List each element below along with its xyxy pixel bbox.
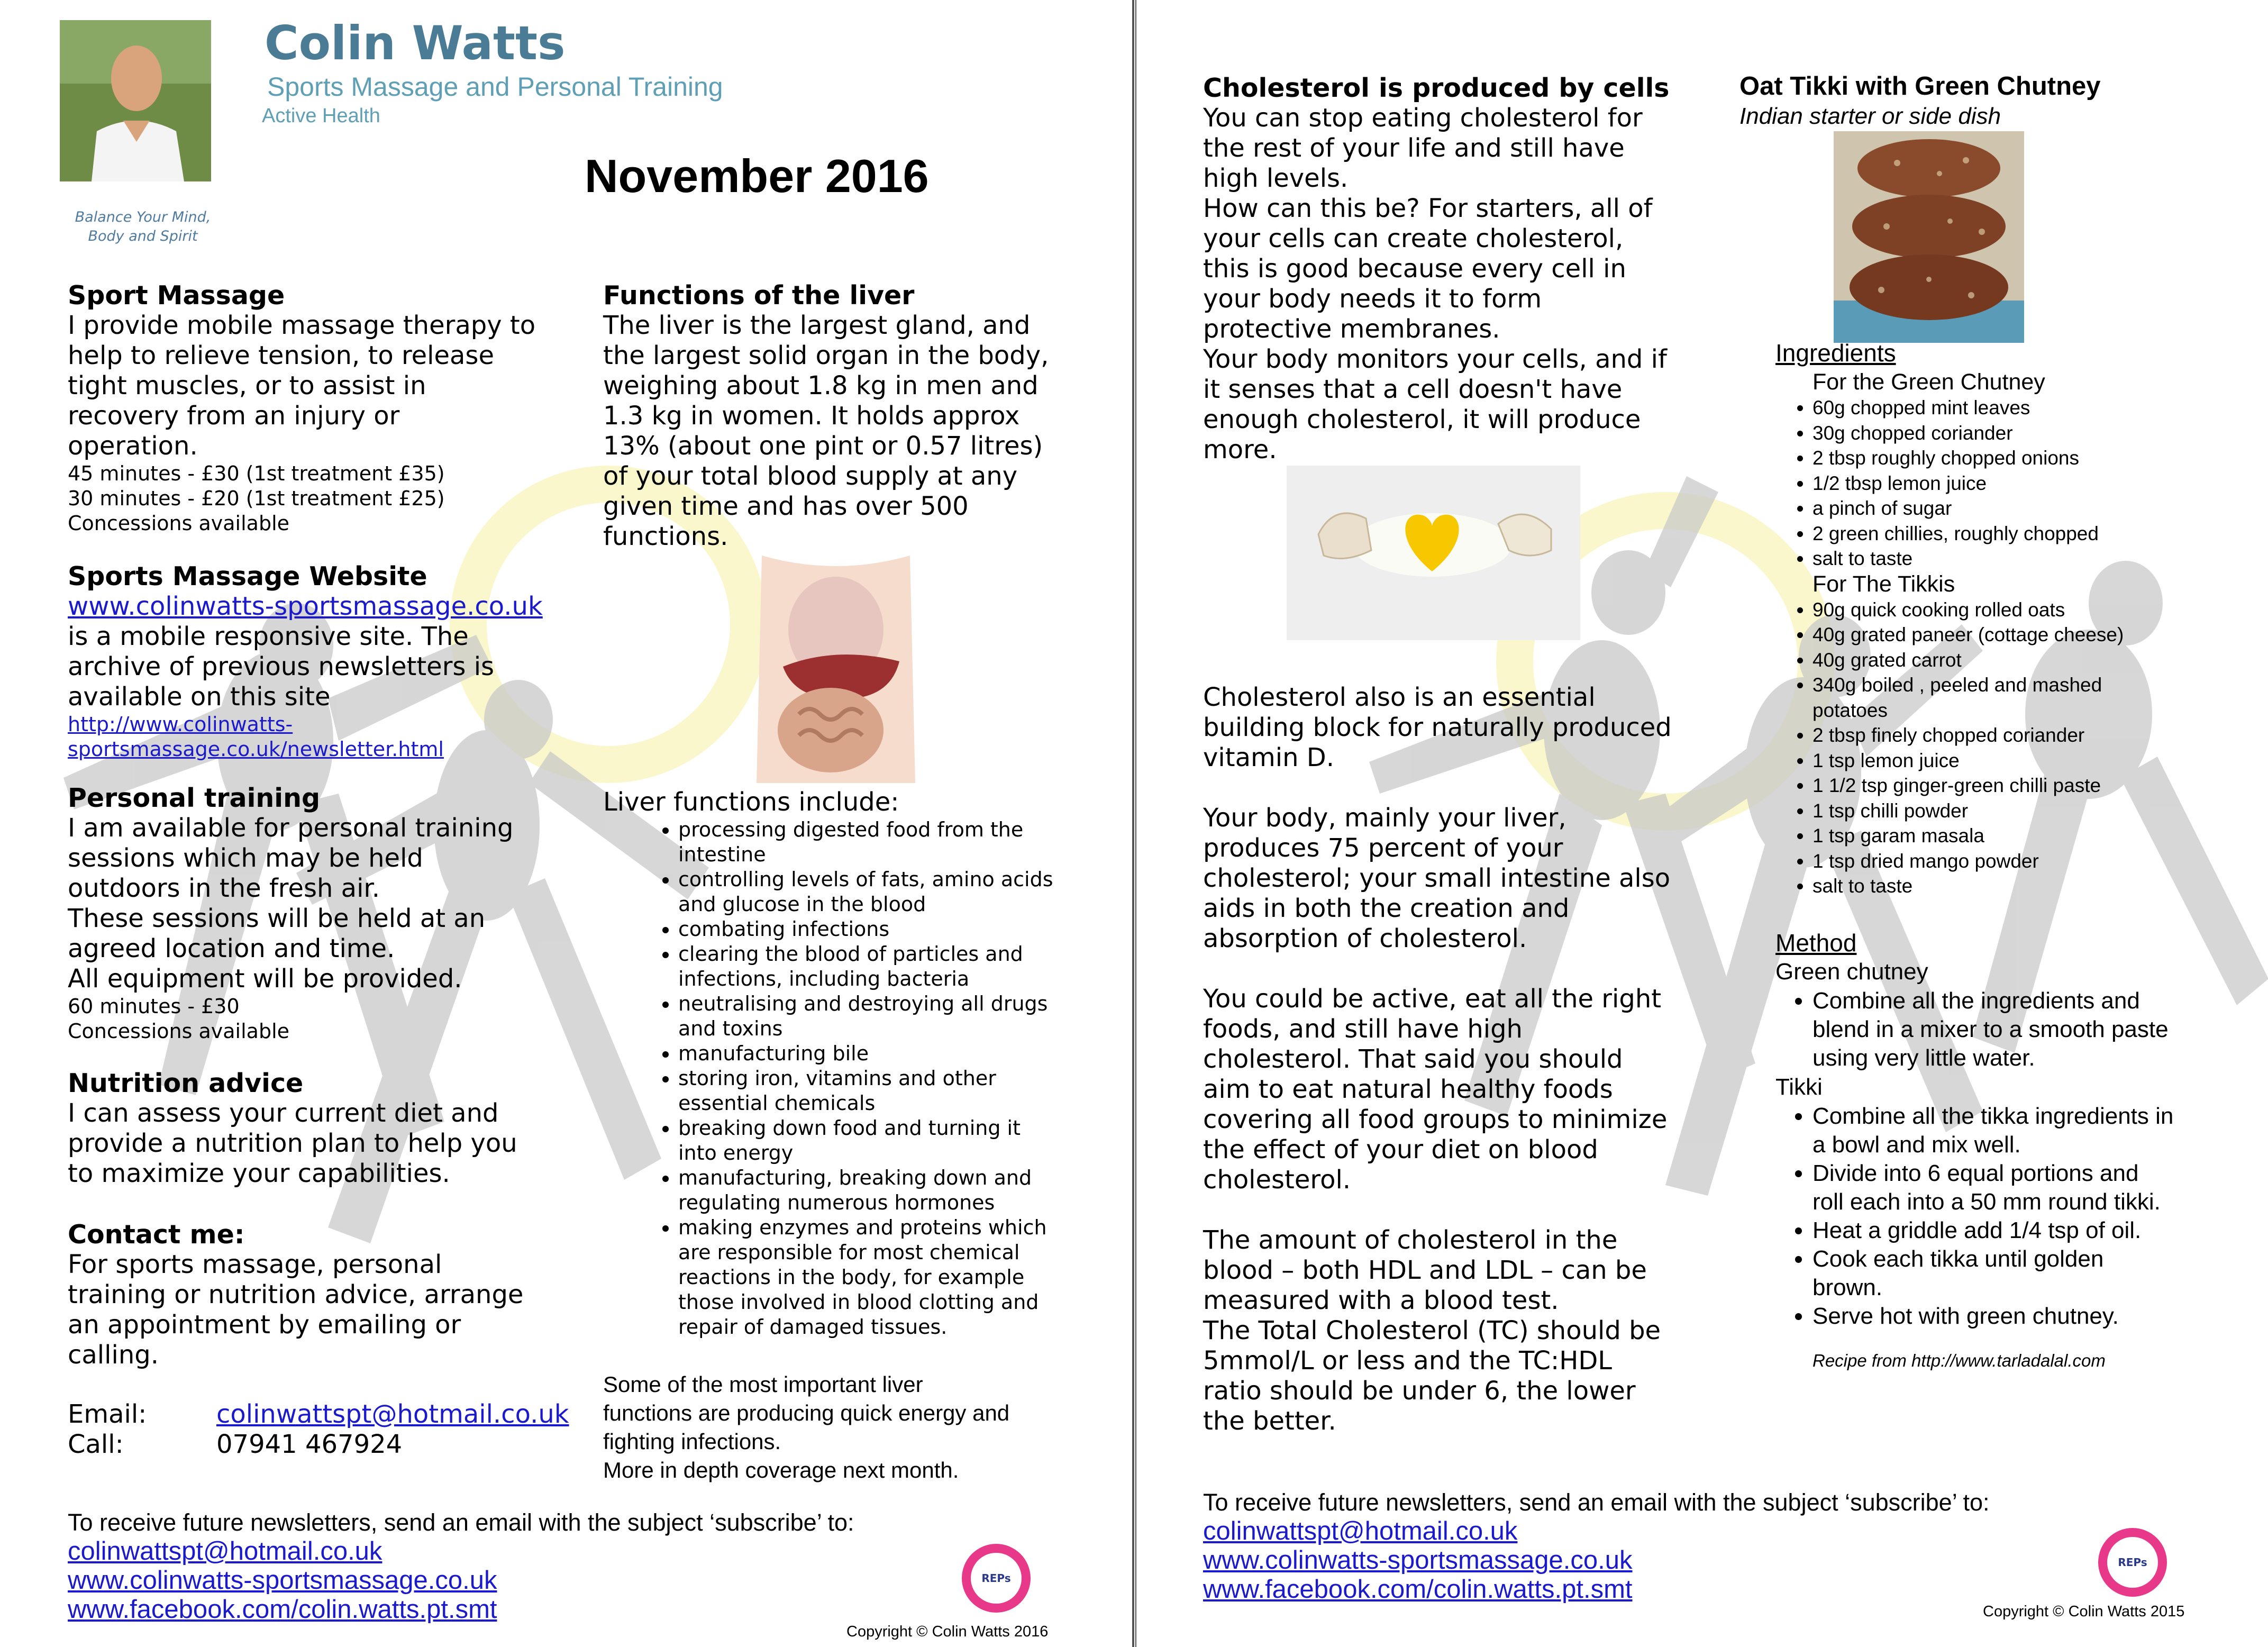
text-line: aids in both the creation and <box>1203 894 1570 923</box>
newsletter-author-name: Colin Watts <box>265 16 566 70</box>
tikki-ingredient-line: • 2 tbsp finely chopped coriander <box>1812 724 2085 746</box>
chutney-ingredient <box>1812 395 2267 421</box>
footer-website-link[interactable]: www.colinwatts-sportsmassage.co.uk <box>68 1566 497 1595</box>
liver-function-item <box>678 1041 1127 1066</box>
text-line: aim to eat natural healthy foods <box>1203 1075 1613 1104</box>
newsletter-subtitle: Sports Massage and Personal Training <box>267 72 723 102</box>
text-line: provide a nutrition plan to help you <box>68 1129 517 1158</box>
text-line: blood – both HDL and LDL – can be <box>1203 1255 1647 1285</box>
method-step <box>1812 987 2267 1072</box>
tikki-ingredient-line: • 1 tsp chilli powder <box>1812 799 1969 822</box>
website-heading: Sports Massage Website <box>68 561 427 592</box>
method-tikki-heading: Tikki <box>1775 1074 1823 1100</box>
text-line: I can assess your current diet and <box>68 1098 499 1128</box>
text-line: You could be active, eat all the right <box>1203 984 1662 1014</box>
text-line: the effect of your diet on blood <box>1203 1135 1598 1164</box>
footer-email-link[interactable]: colinwattspt@hotmail.co.uk <box>1203 1517 1518 1545</box>
chutney-ingredient <box>1812 521 2267 547</box>
chutney-heading: For the Green Chutney <box>1812 369 2045 395</box>
text-line: your body needs it to form <box>1203 284 1542 314</box>
tikki-ingredient-line: • 340g boiled , peeled and mashed <box>1812 674 2102 696</box>
method-step-line: using very little water. <box>1812 1045 2035 1071</box>
liver-function-item-line: • storing iron, vitamins and other <box>678 1067 996 1090</box>
chutney-ingredient-line: • a pinch of sugar <box>1812 497 1952 519</box>
liver-function-item-line: • manufacturing bile <box>678 1042 869 1065</box>
price-line: Concessions available <box>68 512 290 535</box>
tikki-ingredient <box>1812 873 2267 899</box>
text-line: this is good because every cell in <box>1203 254 1626 284</box>
liver-function-item <box>678 1215 1127 1340</box>
text-line: an appointment by emailing or <box>68 1310 461 1340</box>
tikki-ingredient-line: • 1 1/2 tsp ginger-green chilli paste <box>1812 775 2101 796</box>
method-step <box>1812 1102 2267 1159</box>
liver-function-item-line: • combating infections <box>678 917 890 941</box>
method-section <box>1775 929 2267 1371</box>
cholesterol-heading: Cholesterol is produced by cells <box>1203 73 1670 103</box>
liver-functions-list <box>603 787 1127 1340</box>
text-line: help to relieve tension, to release <box>68 341 494 370</box>
liver-function-item <box>678 867 1127 917</box>
tikki-ingredient <box>1812 597 2267 623</box>
text-line: All equipment will be provided. <box>68 964 462 994</box>
liver-function-item-line: essential chemicals <box>678 1091 876 1115</box>
tikki-ingredient <box>1812 823 2267 849</box>
method-chutney-heading: Green chutney <box>1775 959 1928 985</box>
profile-photo <box>60 20 211 181</box>
liver-function-item-line: repair of damaged tissues. <box>678 1315 948 1339</box>
reps-badge-text: REPs <box>2107 1537 2158 1588</box>
text-line: More in depth coverage next month. <box>603 1458 959 1482</box>
archive-link-line-2[interactable]: sportsmassage.co.uk/newsletter.html <box>68 738 444 761</box>
liver-function-item-line: reactions in the body, for example <box>678 1266 1025 1289</box>
footer-facebook-link[interactable]: www.facebook.com/colin.watts.pt.smt <box>1203 1575 1633 1604</box>
tikki-ingredient <box>1812 798 2267 824</box>
text-line: cholesterol. That said you should <box>1203 1044 1623 1074</box>
reps-badge <box>2098 1528 2167 1597</box>
website-link[interactable]: www.colinwatts-sportsmassage.co.uk <box>68 592 543 621</box>
liver-function-item-line: • processing digested food from the <box>678 818 1024 841</box>
text-line: ratio should be under 6, the lower <box>1203 1376 1636 1406</box>
text-line: training or nutrition advice, arrange <box>68 1280 524 1309</box>
liver-function-item-line: • making enzymes and proteins which <box>678 1216 1047 1239</box>
text-line: Your body, mainly your liver, <box>1203 803 1566 833</box>
recipe-column <box>1739 71 2268 130</box>
liver-heading: Functions of the liver <box>603 280 915 311</box>
oat-tikki-photo <box>1834 131 2024 343</box>
left-column <box>68 280 570 1460</box>
vitamin-d-paragraph <box>1203 683 1706 1436</box>
method-step-line: • Divide into 6 equal portions and <box>1812 1160 2139 1186</box>
liver-anatomy-icon <box>741 556 931 783</box>
text-line: These sessions will be held at an <box>68 904 486 933</box>
text-line: The Total Cholesterol (TC) should be <box>1203 1316 1661 1345</box>
reps-badge <box>962 1544 1031 1613</box>
text-line: to maximize your capabilities. <box>68 1159 450 1188</box>
email-link[interactable]: colinwattspt@hotmail.co.uk <box>216 1399 569 1429</box>
liver-closing <box>603 1370 1127 1485</box>
liver-function-item <box>678 942 1127 991</box>
chutney-ingredient-line: • salt to taste <box>1812 548 1913 569</box>
personal-training-heading: Personal training <box>68 783 321 813</box>
liver-function-item <box>678 1166 1127 1215</box>
text-line: 1.3 kg in women. It holds approx <box>603 401 1020 431</box>
liver-function-item-line: • controlling levels of fats, amino acids <box>678 868 1053 891</box>
text-line: building block for naturally produced <box>1203 713 1672 742</box>
recipe-title: Oat Tikki with Green Chutney <box>1739 72 2101 101</box>
liver-function-item-line: and glucose in the blood <box>678 893 926 916</box>
chutney-ingredient <box>1812 471 2267 496</box>
ingredients-heading: Ingredients <box>1775 339 1896 367</box>
liver-function-item <box>678 991 1127 1041</box>
text-line: weighing about 1.8 kg in men and <box>603 371 1039 401</box>
reps-badge-text: REPs <box>971 1553 1022 1604</box>
tikki-ingredient <box>1812 672 2267 723</box>
tikki-heading: For The Tikkis <box>1812 571 1955 597</box>
footer-facebook-link[interactable]: www.facebook.com/colin.watts.pt.smt <box>68 1595 497 1624</box>
liver-function-item-line: intestine <box>678 843 766 866</box>
price-line: 45 minutes - £30 (1st treatment £35) <box>68 462 445 485</box>
archive-link-line-1[interactable]: http://www.colinwatts- <box>68 713 293 736</box>
text-line: Cholesterol also is an essential <box>1203 683 1596 712</box>
method-step-line: • Heat a griddle add 1/4 tsp of oil. <box>1812 1217 2142 1243</box>
text-line: 13% (about one pint or 0.57 litres) <box>603 431 1043 461</box>
footer-email-link[interactable]: colinwattspt@hotmail.co.uk <box>68 1537 382 1566</box>
liver-function-item <box>678 1116 1127 1166</box>
company-name: Active Health <box>262 105 380 127</box>
chutney-ingredient-line: • 2 green chillies, roughly chopped <box>1812 522 2099 544</box>
text-line: operation. <box>68 431 198 461</box>
tikki-ingredient <box>1812 849 2267 874</box>
text-line: How can this be? For starters, all of <box>1203 194 1653 223</box>
text-line: tight muscles, or to assist in <box>68 371 426 401</box>
tikki-ingredient <box>1812 773 2267 798</box>
chutney-ingredient <box>1812 496 2267 521</box>
cholesterol-column <box>1203 73 1706 465</box>
text-line: it senses that a cell doesn't have <box>1203 375 1623 404</box>
text-line: vitamin D. <box>1203 743 1334 772</box>
text-line: archive of previous newsletters is <box>68 652 495 681</box>
price-line: 60 minutes - £30 <box>68 995 240 1018</box>
chutney-ingredient <box>1812 546 2267 571</box>
method-heading: Method <box>1775 929 1857 957</box>
text-line: agreed location and time. <box>68 934 395 963</box>
chutney-ingredient <box>1812 421 2267 446</box>
text-line: The amount of cholesterol in the <box>1203 1225 1618 1255</box>
text-line: your cells can create cholesterol, <box>1203 224 1624 253</box>
text-line: Some of the most important liver <box>603 1372 923 1397</box>
text-line: the largest solid organ in the body, <box>603 341 1049 370</box>
man-portrait-icon <box>60 20 211 181</box>
liver-function-item <box>678 817 1127 867</box>
tikki-ingredient-line: • 1 tsp dried mango powder <box>1812 850 2039 872</box>
method-step-line: • Serve hot with green chutney. <box>1812 1303 2119 1329</box>
subscribe-text: To receive future newsletters, send an email with the subject ‘subscribe’ to: <box>1203 1489 1990 1516</box>
liver-function-item-line: • clearing the blood of particles and <box>678 942 1023 966</box>
text-line: of your total blood supply at any <box>603 461 1018 491</box>
text-line: outdoors in the fresh air. <box>68 873 380 903</box>
chutney-ingredient-line: • 1/2 tbsp lemon juice <box>1812 472 1987 494</box>
tagline-line-1: Balance Your Mind, <box>75 209 211 225</box>
list-intro: Liver functions include: <box>603 787 899 817</box>
call-label: Call: <box>68 1430 124 1459</box>
text-line: I provide mobile massage therapy to <box>68 311 536 340</box>
text-line: recovery from an injury or <box>68 401 400 431</box>
tikki-ingredient-line: • 40g grated carrot <box>1812 649 1962 671</box>
text-line: enough cholesterol, it will produce <box>1203 405 1641 434</box>
method-step-line: brown. <box>1812 1275 1883 1300</box>
text-line: is a mobile responsive site. The <box>68 622 469 651</box>
text-line: cholesterol; your small intestine also <box>1203 863 1671 893</box>
text-line: more. <box>1203 435 1277 465</box>
footer-website-link[interactable]: www.colinwatts-sportsmassage.co.uk <box>1203 1546 1633 1575</box>
text-line: given time and has over 500 <box>603 492 969 521</box>
liver-function-item-line: • breaking down food and turning it <box>678 1116 1021 1140</box>
sport-massage-heading: Sport Massage <box>68 280 285 311</box>
text-line: absorption of cholesterol. <box>1203 924 1527 953</box>
method-step <box>1812 1302 2267 1331</box>
text-line: covering all food groups to minimize <box>1203 1105 1668 1134</box>
tikki-ingredient <box>1812 648 2267 673</box>
ingredients-section <box>1775 339 2267 899</box>
tagline-line-2: Body and Spirit <box>88 228 198 244</box>
method-step <box>1812 1216 2267 1245</box>
text-line: calling. <box>68 1340 159 1370</box>
text-line: the rest of your life and still have <box>1203 133 1625 163</box>
tikki-ingredient-line: • 1 tsp lemon juice <box>1812 749 1960 771</box>
chutney-ingredient-line: • 60g chopped mint leaves <box>1812 397 2030 418</box>
contact-heading: Contact me: <box>68 1220 245 1250</box>
text-line: functions are producing quick energy and <box>603 1400 1010 1425</box>
text-line: fighting infections. <box>603 1429 781 1454</box>
copyright-text: Copyright © Colin Watts 2015 <box>1983 1603 2185 1620</box>
tikki-ingredient-line: • 40g grated paneer (cottage cheese) <box>1812 624 2124 645</box>
liver-function-item <box>678 1066 1127 1116</box>
text-line: sessions which may be held <box>68 843 423 873</box>
right-column <box>603 280 1127 552</box>
liver-function-item-line: and toxins <box>678 1017 783 1040</box>
tikki-ingredient-line: • 90g quick cooking rolled oats <box>1812 598 2065 621</box>
subscribe-text: To receive future newsletters, send an email with the subject ‘subscribe’ to: <box>68 1509 854 1536</box>
text-line: Your body monitors your cells, and if <box>1203 344 1667 374</box>
text-line: available on this site <box>68 682 331 712</box>
liver-function-item-line: infections, including bacteria <box>678 967 970 990</box>
text-line: 5mmol/L or less and the TC:HDL <box>1203 1346 1613 1376</box>
tikki-ingredient-line: • salt to taste <box>1812 875 1913 897</box>
price-line: 30 minutes - £20 (1st treatment £25) <box>68 487 445 510</box>
method-step-line: • Cook each tikka until golden <box>1812 1246 2104 1272</box>
recipe-source: Recipe from http://www.tarladalal.com <box>1812 1351 2106 1370</box>
text-line: functions. <box>603 522 728 551</box>
liver-function-item-line: • neutralising and destroying all drugs <box>678 992 1048 1015</box>
liver-function-item <box>678 917 1127 942</box>
chutney-ingredient-line: • 2 tbsp roughly chopped onions <box>1812 447 2079 469</box>
method-step-line: a bowl and mix well. <box>1812 1132 2021 1158</box>
liver-function-item-line: are responsible for most chemical <box>678 1241 1020 1264</box>
text-line: foods, and still have high <box>1203 1014 1523 1044</box>
newsletter-page-2 <box>1135 0 2268 1647</box>
text-line: The liver is the largest gland, and <box>603 311 1031 340</box>
egg-heart-yolk-icon <box>1287 466 1580 640</box>
recipe-subtitle: Indian starter or side dish <box>1739 103 2001 129</box>
chutney-ingredient <box>1812 445 2267 471</box>
liver-function-item-line: regulating numerous hormones <box>678 1191 995 1214</box>
copyright-text: Copyright © Colin Watts 2016 <box>846 1623 1049 1640</box>
method-step-line: blend in a mixer to a smooth paste <box>1812 1016 2169 1042</box>
newsletter-archive-link[interactable] <box>68 712 570 762</box>
price-line: Concessions available <box>68 1020 290 1043</box>
page1-footer <box>68 1508 967 1624</box>
text-line: high levels. <box>1203 163 1349 193</box>
method-step <box>1812 1159 2267 1216</box>
method-step <box>1812 1245 2267 1302</box>
page2-footer <box>1203 1488 2102 1604</box>
text-line: You can stop eating cholesterol for <box>1203 103 1643 133</box>
method-step-line: roll each into a 50 mm round tikki. <box>1812 1189 2161 1215</box>
method-step-line: • Combine all the tikka ingredients in <box>1812 1103 2174 1129</box>
text-line: measured with a blood test. <box>1203 1286 1559 1315</box>
nutrition-heading: Nutrition advice <box>68 1068 304 1098</box>
liver-function-item-line: • manufacturing, breaking down and <box>678 1166 1032 1189</box>
text-line: the better. <box>1203 1406 1336 1436</box>
method-step-line: • Combine all the ingredients and <box>1812 988 2140 1014</box>
tikki-ingredient <box>1812 723 2267 748</box>
email-label: Email: <box>68 1399 147 1429</box>
text-line: produces 75 percent of your <box>1203 833 1563 863</box>
chutney-ingredient-line: • 30g chopped coriander <box>1812 422 2013 444</box>
tikki-ingredient <box>1812 748 2267 774</box>
issue-date: November 2016 <box>585 150 929 202</box>
text-line: I am available for personal training <box>68 813 514 843</box>
text-line: For sports massage, personal <box>68 1250 442 1279</box>
tikki-ingredient-line: potatoes <box>1812 699 1888 721</box>
phone-number: 07941 467924 <box>216 1430 403 1459</box>
liver-function-item-line: into energy <box>678 1141 794 1164</box>
tikki-ingredient-line: • 1 tsp garam masala <box>1812 825 1984 847</box>
tikki-ingredient <box>1812 622 2267 648</box>
text-line: cholesterol. <box>1203 1165 1351 1195</box>
liver-function-item-line: those involved in blood clotting and <box>678 1290 1039 1314</box>
text-line: protective membranes. <box>1203 314 1500 344</box>
